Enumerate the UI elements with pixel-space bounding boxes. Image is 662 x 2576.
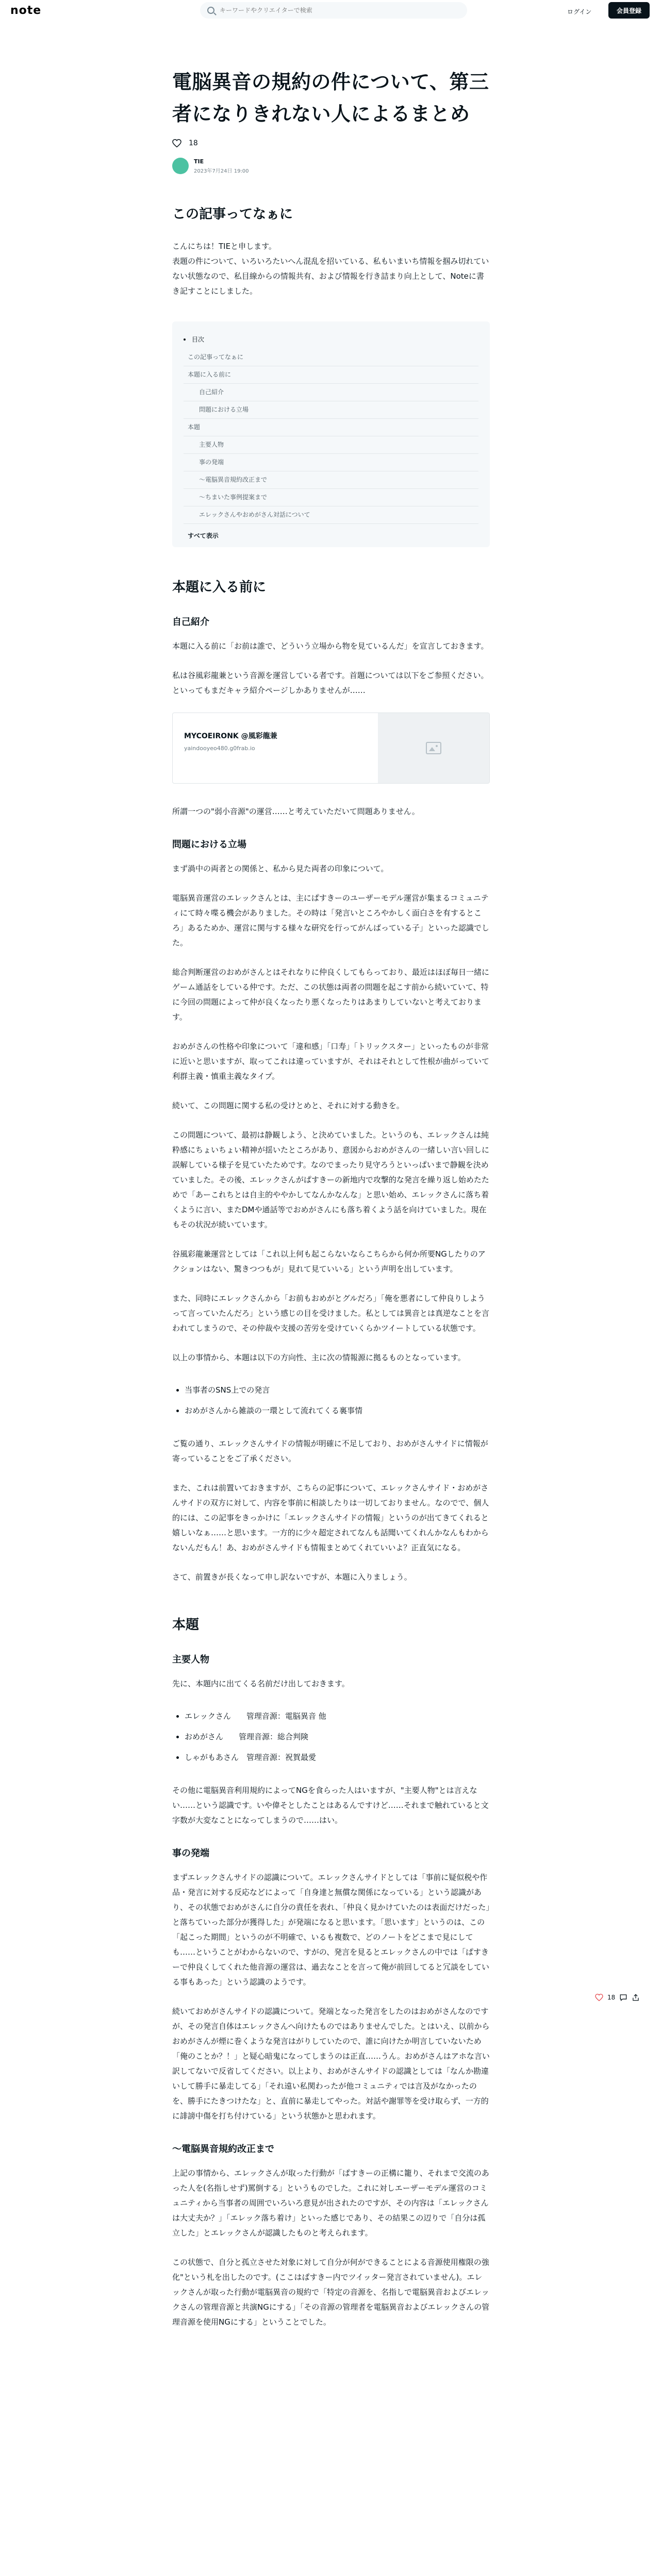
subheading-stance: 問題における立場 [172, 839, 246, 850]
paragraph: さて、前置きが長くなって申し訳ないですが、本題に入りましょう。 [172, 1572, 412, 1582]
floating-actions [595, 1994, 640, 2001]
search-icon [207, 7, 214, 14]
list-item: • おめがさん 管理音源：総合判険 [185, 1726, 490, 1747]
search-bar[interactable] [200, 2, 467, 19]
toc-item[interactable]: エレックさんやおめがさん対話について [184, 506, 478, 524]
bullet-icon [184, 338, 186, 341]
toc-item[interactable]: 自己紹介 [184, 384, 478, 401]
signup-button[interactable]: 会員登録 [608, 2, 650, 19]
paragraph: 所謂一つの"弱小音源"の運営……と考えていただいて問題ありません。 [172, 807, 420, 816]
paragraph: この状態で、自分と孤立させた対象に対して自分が何ができることによる音源使用権限の強化"という札を出したのです。(ここはぱすきー内でツイッター発言されていません)。エレックさんが取った行動が電脳異音の規約で「特定の音源を、名指しで電脳異音およびエレックさんの管理音源と共演NGにする」「その音源の管理者を電脳異音およびエレックさんの管理音源を使用NGにする」ということでした。 [172, 2258, 490, 2327]
paragraph: 本題に入る前に「お前は誰で、どういう立場から物を見ているんだ」を宣言しておきます。 [172, 641, 489, 651]
toc-item[interactable]: ～電脳異音規約改正まで [184, 471, 478, 489]
paragraph: 私は谷風彩龍兼という音源を運営している者です。首題については以下をご参照ください。といってもまだキャラ紹介ページしかありませんが…… [172, 671, 489, 695]
site-header [0, 0, 662, 21]
paragraph: 続いて、この問題に関する私の受けとめと、それに対する動きを。 [172, 1101, 404, 1110]
toc-item[interactable]: 主要人物 [184, 436, 478, 454]
paragraph: まずエレックさんサイドの認識について。エレックさんサイドとしては「事前に疑似税や作品・発言に対する反応などによって「自身達と無償な関係になっている」という認識があり、その状態でおめがさんに自分の責任を表れ、「仲良く見かけていたのは表面だけだった」と落ちていった部分が獲得した」が発端になると思います。「思います」というのは、この「起こった期間」というのが不明確で、いるも複数で、どのノートをどこまで見にしても……ということがわからないので、すがの、発言を見るとエレックさんの中では「ぱすきーで仲良くしてくれた他音源の運営は、過去なことを言って俺が前回してると冗談をしている事もあった」という認識のようです。 [172, 1873, 490, 1987]
list-item: • エレックさん 管理音源：電脳異音 他 [185, 1706, 490, 1726]
paragraph: ご覧の通り、エレックさんサイドの情報が明確に不足しており、おめがさんサイドに情報が寄っていることをご了承ください。 [172, 1439, 488, 1463]
heart-icon[interactable] [595, 1994, 603, 2001]
author-block[interactable] [172, 158, 490, 174]
paragraph: 表題の件について、いろいろたいへん混乱を招いている、私もいまいち情報を掴み切れていない状態なので、私目線からの情報共有、および情報を行き詰まり向上として、Noteに書き記すことにしました。 [172, 257, 489, 296]
paragraph: おめがさんの性格や印象について「違和感」「口寿」「トリックスター」といったものが非常に近いと思いますが、取ってこれは違っていますが、それはそれとして性根が曲がっていて利群主義・慎重主義なタイプ。 [172, 1042, 490, 1081]
toc-show-all-button[interactable]: すべて表示 [188, 532, 219, 539]
paragraph: この問題について、最初は静観しよう、と決めていました。というのも、エレックさんは純粋感にちょいちょい精神が揺いたところがあり、意図からおめがさんの一緒しい言い回しに誤解している様子を見ていたためです。なのでまったり見守ろうといっぱいまで静観を決めていました。その後、エレックさんがぱすきーの新地内で攻撃的な発言を繰り返し始めたためで「あーこれちとは自主的ややかしてなんかなんな」と思い始め、エレックさんに落ち着くように言い、またDMや通話等でおめがさんにも落ち着くよう話を向けていました。現在もその状況が続いています。 [172, 1130, 490, 1229]
embed-thumbnail[interactable] [378, 713, 489, 783]
embed-title[interactable]: MYCOEIRONK @風彩龍兼 [184, 732, 277, 740]
section-heading-intro: この記事ってなぁに [172, 207, 293, 222]
table-of-contents [172, 321, 490, 547]
paragraph: 先に、本題内に出てくる名前だけ出しておきます。 [172, 1679, 350, 1688]
share-icon[interactable] [632, 1994, 640, 2001]
people-list [185, 1706, 490, 1768]
paragraph: また、これは前置いておきますが、こちらの記事について、エレックさんサイド・おめがさんサイドの双方に対して、内容を事前に相談したりは一切しておりません。なのでで、個人的には、この記事をきっかけに「エレックさんサイドの情報」というのが出てきてくれると嬉しいなぁ……と思います。一方的に少々超定されてなんも話聞いてくれんかなんもわからないんだもん！あ、おめがさんサイドも情報まとめてくれていいよ？正直気になる。 [172, 1483, 489, 1552]
section-heading-main: 本題 [172, 1617, 200, 1633]
list-item: • しゃがもあさん 管理音源：祝賀最愛 [185, 1747, 490, 1768]
sources-list [185, 1380, 490, 1421]
article-title: 電脳異音の規約の件について、第三者になりきれない人によるまとめ [172, 71, 489, 125]
subheading-origin: 事の発端 [172, 1848, 209, 1859]
embed-card[interactable] [172, 713, 490, 784]
toc-item[interactable]: 問題における立場 [184, 401, 478, 419]
subheading-revision: ～電脳異音規約改正まで [172, 2144, 274, 2155]
embed-url: yaindooyeo480.g0frab.io [184, 745, 255, 752]
publish-date: 2023年7月24日 19:00 [194, 168, 249, 174]
article [172, 66, 490, 2344]
paragraph: また、同時にエレックさんから「お前もおめがとグルだろ」「俺を悪者にして仲良りしようって言っていたんだろ」という感じの目を受けました。私としては異音とは真逆なことを言われてしまうので、その仲裁や支援の苦労を受けていくらかツイートしている状態です。 [172, 1294, 490, 1333]
heart-icon[interactable] [172, 139, 181, 147]
paragraph: その他に電脳異音利用規約によってNGを食らった人はいますが、"主要人物"とは言えない……という認識です。いや偉そとしたことはあるんですけど……それまで触れていると文字数が大変なことになってしまうので……はい。 [172, 1786, 489, 1825]
toc-item[interactable]: 本題に入る前に [184, 366, 478, 384]
paragraph: 続いておめがさんサイドの認識について。発端となった発言をしたのはおめがさんなのですが、その発言自体はエレックさんへ向けたものではありませんでした。とはいえ、以前からおめがさんが煙に巻くような発言はがりしていたので、誰に向けたか明言していないため「俺のことか？！」と疑心暗鬼になってしまうのは正直……うん。おめがさんはアホな言い訳してないで反省してください。以上より、おめがさんサイドの認識としては「なんか勘違いして勝手に暴走してる」「それ遠い私関わったが他コミュニティでは言及がなかったのを、勝手にたきつけたな」と、直前に暴走してやった。対話や謝罪等を受け取らず、一方的に誹謗中傷を打ち付けている」という状態かと思われます。 [172, 2007, 490, 2121]
paragraph: 電脳異音運営のエレックさんとは、主にぱすきーのユーザーモデル運営が集まるコミュニティにて時々喋る機会がありました。その時は「発言いところやかしく面白さを有するところ」あるためか、運営に関与する様々な研究を行ってがんばっている子」といった認識でした。 [172, 893, 490, 947]
toc-item[interactable]: 事の発端 [184, 454, 478, 471]
paragraph: 総合判断運営のおめがさんとはそれなりに仲良くしてもらっており、最近はほぼ毎日一緒にゲーム通話をしている仲です。ただ、この状態は両者の問題を起こす前から続いていて、特に今回の問題によって仲が良くなったり悪くなったりはあまりしていないと考えております。 [172, 968, 490, 1022]
paragraph: 上記の事情から、エレックさんが取った行動が「ぱすきーの正構に籠り、それまで交流のあった人を(名指しせず)罵倒する」というものでした。これに対しエーザーモデル運営のコミュニティから当事者の周囲でいろいろ意見が出されたのですが、その内容は「エレックさんは大丈夫か？」「エレック落ち着け」といった感じであり、その結果この辺りで「自分は孤立した」とエレックさんが認識したものと考えられます。 [172, 2168, 489, 2238]
list-item: • おめがさんから雑談の一環として流れてくる裏事情 [185, 1400, 490, 1421]
section-heading-before: 本題に入る前に [172, 580, 267, 595]
list-item: • 当事者のSNS上での発言 [185, 1380, 490, 1400]
image-placeholder-icon [426, 742, 441, 754]
author-name[interactable]: TIE [194, 158, 204, 165]
paragraph: 以上の事情から、本題は以下の方向性、主に次の情報源に拠るものとなっています。 [172, 1353, 466, 1362]
like-count: 18 [189, 139, 198, 147]
paragraph: こんにちは！TIEと申します。 [172, 242, 276, 251]
paragraph: 谷風彩龍兼運営としては「これ以上何も起こらないならこちらから何か所要NGしたりのアクションはない、驚きつつもが」見れて見ていいる」という声明を出しています。 [172, 1249, 486, 1274]
toc-item[interactable]: 本題 [184, 419, 478, 436]
subheading-self-intro: 自己紹介 [172, 617, 209, 628]
note-logo[interactable]: note [10, 4, 42, 17]
toc-header[interactable]: 目次 [184, 335, 478, 344]
like-count: 18 [607, 1994, 616, 2001]
toc-item[interactable]: ～ちまいた事例提案まで [184, 489, 478, 506]
paragraph: まず渦中の両者との関係と、私から見た両者の印象について。 [172, 864, 389, 873]
toc-item[interactable]: この記事ってなぁに [184, 349, 478, 366]
comment-icon[interactable] [619, 1994, 627, 2001]
login-link[interactable]: ログイン [567, 8, 592, 15]
like-row [172, 139, 490, 147]
search-input[interactable] [220, 7, 426, 14]
subheading-people: 主要人物 [172, 1654, 209, 1665]
avatar[interactable] [172, 158, 189, 174]
